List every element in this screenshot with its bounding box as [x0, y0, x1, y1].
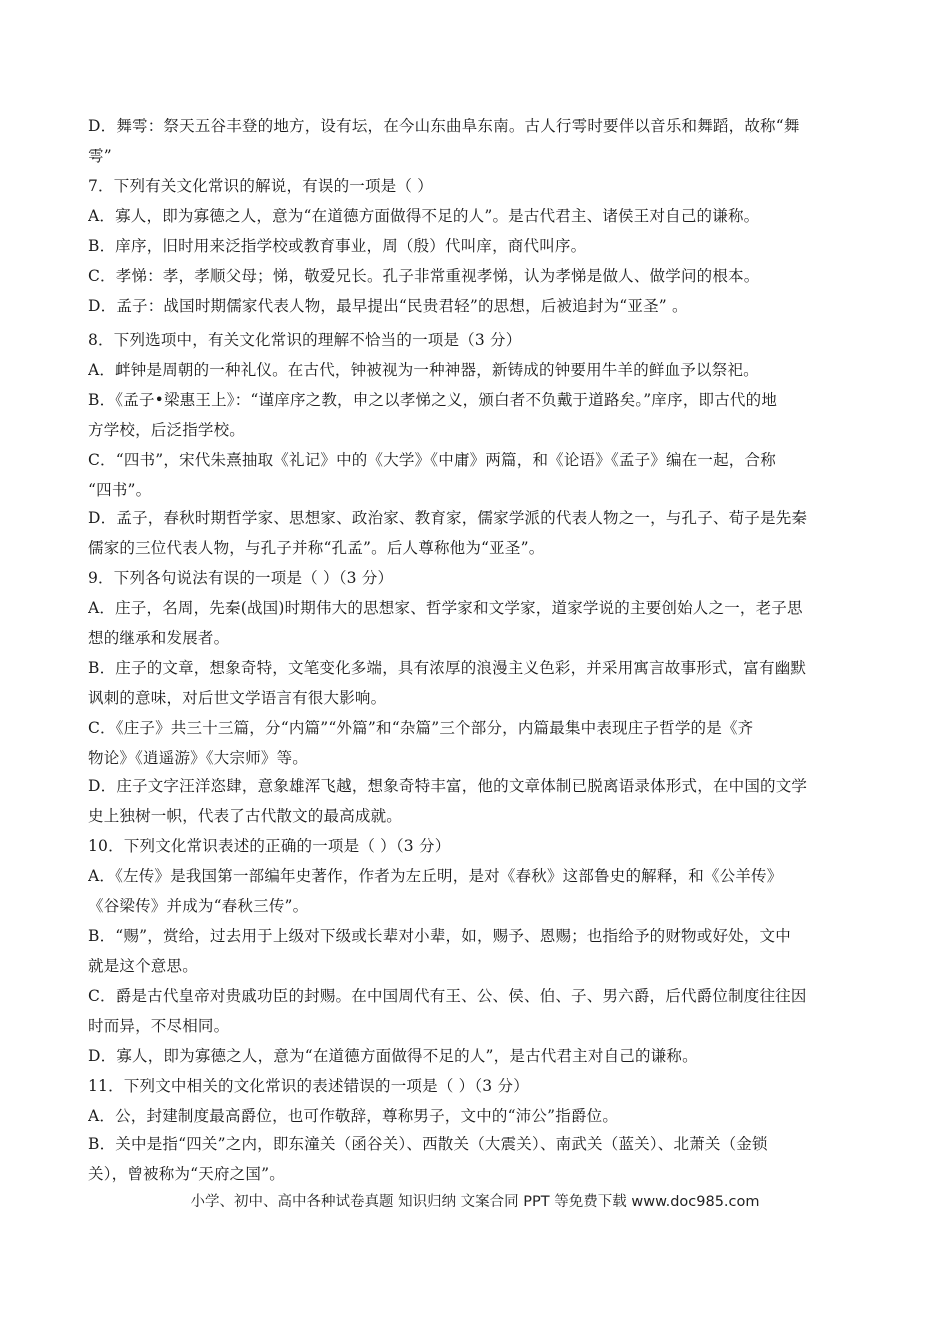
question-9: 9．下列各句说法有误的一项是（ ）（3 分） [88, 569, 394, 587]
option-d: D．孟子，春秋时期哲学家、思想家、政治家、教育家，儒家学派的代表人物之一，与孔子、荀子是先秦 [88, 509, 808, 527]
option-c: C．“四书”，宋代朱熹抽取《礼记》中的《大学》《中庸》两篇，和《论语》《孟子》编在一起，合称 [88, 451, 776, 469]
option-b: B．《孟子•梁惠王上》：“谨庠序之教，申之以孝悌之义，颁白者不负戴于道路矣。”庠序，即古代的地 [88, 391, 778, 409]
option-a: A．《左传》是我国第一部编年史著作，作者为左丘明，是对《春秋》这部鲁史的解释，和《公羊传》 [88, 867, 783, 885]
option-d: D．孟子：战国时期儒家代表人物，最早提出“民贵君轻”的思想，后被追封为“亚圣” 。 [88, 297, 688, 315]
question-7: 7．下列有关文化常识的解说，有误的一项是（ ） [88, 177, 433, 195]
option-c: C．爵是古代皇帝对贵戚功臣的封赐。在中国周代有王、公、侯、伯、子、男六爵，后代爵位制度往往因 [88, 987, 807, 1005]
question-11: 11．下列文中相关的文化常识的表述错误的一项是（ ）（3 分） [88, 1077, 529, 1095]
text-line: 时而异，不尽相同。 [88, 1017, 230, 1035]
option-a: A．公，封建制度最高爵位，也可作敬辞，尊称男子，文中的“沛公”指爵位。 [88, 1107, 619, 1125]
option-b: B．庠序，旧时用来泛指学校或教育事业，周（殷）代叫庠，商代叫序。 [88, 237, 587, 255]
question-8: 8．下列选项中，有关文化常识的理解不恰当的一项是（3 分） [88, 331, 522, 349]
option-b: B．庄子的文章，想象奇特，文笔变化多端，具有浓厚的浪漫主义色彩，并采用寓言故事形式，富有幽默 [88, 659, 807, 677]
text-line: 讽刺的意味，对后世文学语言有很大影响。 [88, 689, 387, 707]
footer-link[interactable]: 小学、初中、高中各种试卷真题 知识归纳 文案合同 PPT 等免费下载 www.doc985.com [190, 1194, 760, 1210]
text-line: 方学校，后泛指学校。 [88, 421, 246, 439]
text-line: 物论》《逍遥游》《大宗师》等。 [88, 749, 309, 767]
option-d: D．寡人，即为寡德之人，意为“在道德方面做得不足的人”，是古代君主对自己的谦称。 [88, 1047, 698, 1065]
text-line: 儒家的三位代表人物，与孔子并称“孔孟”。后人尊称他为“亚圣”。 [88, 539, 545, 557]
option-b: B．“赐”，赏给，过去用于上级对下级或长辈对小辈，如，赐予、恩赐；也指给予的财物或好处，文中 [88, 927, 791, 945]
option-d: D．庄子文字汪洋恣肆，意象雄浑飞越，想象奇特丰富，他的文章体制已脱离语录体形式，在中国的文学 [88, 777, 808, 795]
option-a: A．衅钟是周朝的一种礼仪。在古代，钟被视为一种神器，新铸成的钟要用牛羊的鲜血予以祭祀。 [88, 361, 759, 379]
text-line: “四书”。 [88, 481, 152, 499]
text-line: 史上独树一帜，代表了古代散文的最高成就。 [88, 807, 403, 825]
question-10: 10．下列文化常识表述的正确的一项是（ ）（3 分） [88, 837, 451, 855]
option-b: B．关中是指“四关”之内，即东潼关（函谷关）、西散关（大震关）、南武关（蓝关）、北萧关（金锁 [88, 1135, 768, 1153]
option-c: C．孝悌：孝，孝顺父母；悌，敬爱兄长。孔子非常重视孝悌，认为孝悌是做人、做学问的根本。 [88, 267, 760, 285]
text-line: 雩” [88, 147, 112, 165]
text-line: 就是这个意思。 [88, 957, 198, 975]
option-a: A．庄子，名周，先秦(战国)时期伟大的思想家、哲学家和文学家，道家学说的主要创始人之一，老子思 [88, 599, 803, 617]
text-line: 关），曾被称为“天府之国”。 [88, 1165, 285, 1183]
text-line: 想的继承和发展者。 [88, 629, 230, 647]
option-c: C．《庄子》共三十三篇，分“内篇”“外篇”和“杂篇”三个部分，内篇最集中表现庄子哲学的是《齐 [88, 719, 754, 737]
text-line: D．舞雩：祭天五谷丰登的地方，设有坛，在今山东曲阜东南。古人行雩时要伴以音乐和舞蹈，故称“舞 [88, 117, 800, 135]
text-line: 《谷梁传》并成为“春秋三传”。 [88, 897, 309, 915]
option-a: A．寡人，即为寡德之人，意为“在道德方面做得不足的人”。是古代君主、诸侯王对自己的谦称。 [88, 207, 760, 225]
